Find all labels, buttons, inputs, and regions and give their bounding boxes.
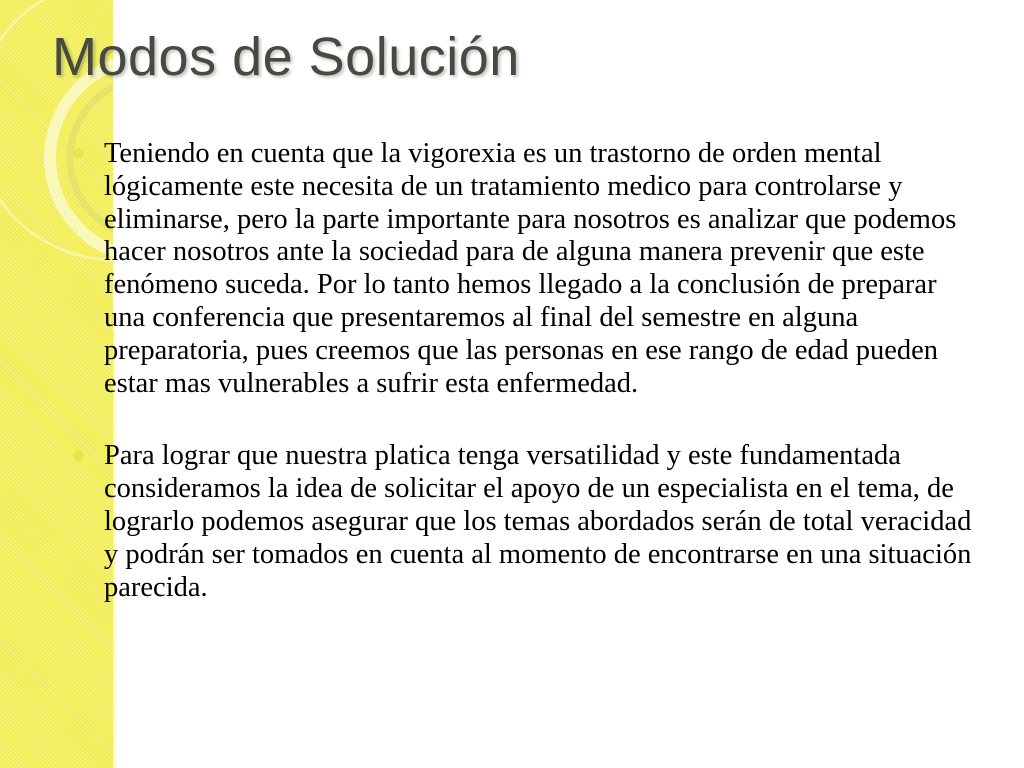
bullet-dot-icon: [74, 451, 83, 460]
bullet-dot-icon: [74, 149, 83, 158]
list-item: [70, 138, 980, 400]
list-item: [70, 440, 980, 604]
bullet-text: Teniendo en cuenta que la vigorexia es un trastorno de orden mental lógicamente este necesita de un tratamiento medico para controlarse y eliminarse, pero la parte importante para nosotros es analizar que podemos hacer nosotros ante la sociedad para de alguna manera prevenir que este fenómeno suceda. Por lo tanto hemos llegado a la conclusión de preparar una conferencia que presentaremos al final del semestre en alguna preparatoria, pues creemos que las personas en ese rango de edad pueden estar mas vulnerables a sufrir esta enfermedad.: [104, 138, 957, 399]
bullet-text: Para lograr que nuestra platica tenga versatilidad y este fundamentada consideramos la idea de solicitar el apoyo de un especialista en el tema, de lograrlo podemos asegurar que los temas abordados serán de total veracidad y podrán ser tomados en cuenta al momento de encontrarse en una situación parecida.: [104, 440, 972, 603]
page-title: Modos de Solución: [52, 27, 520, 87]
bullet-list: [70, 138, 980, 644]
